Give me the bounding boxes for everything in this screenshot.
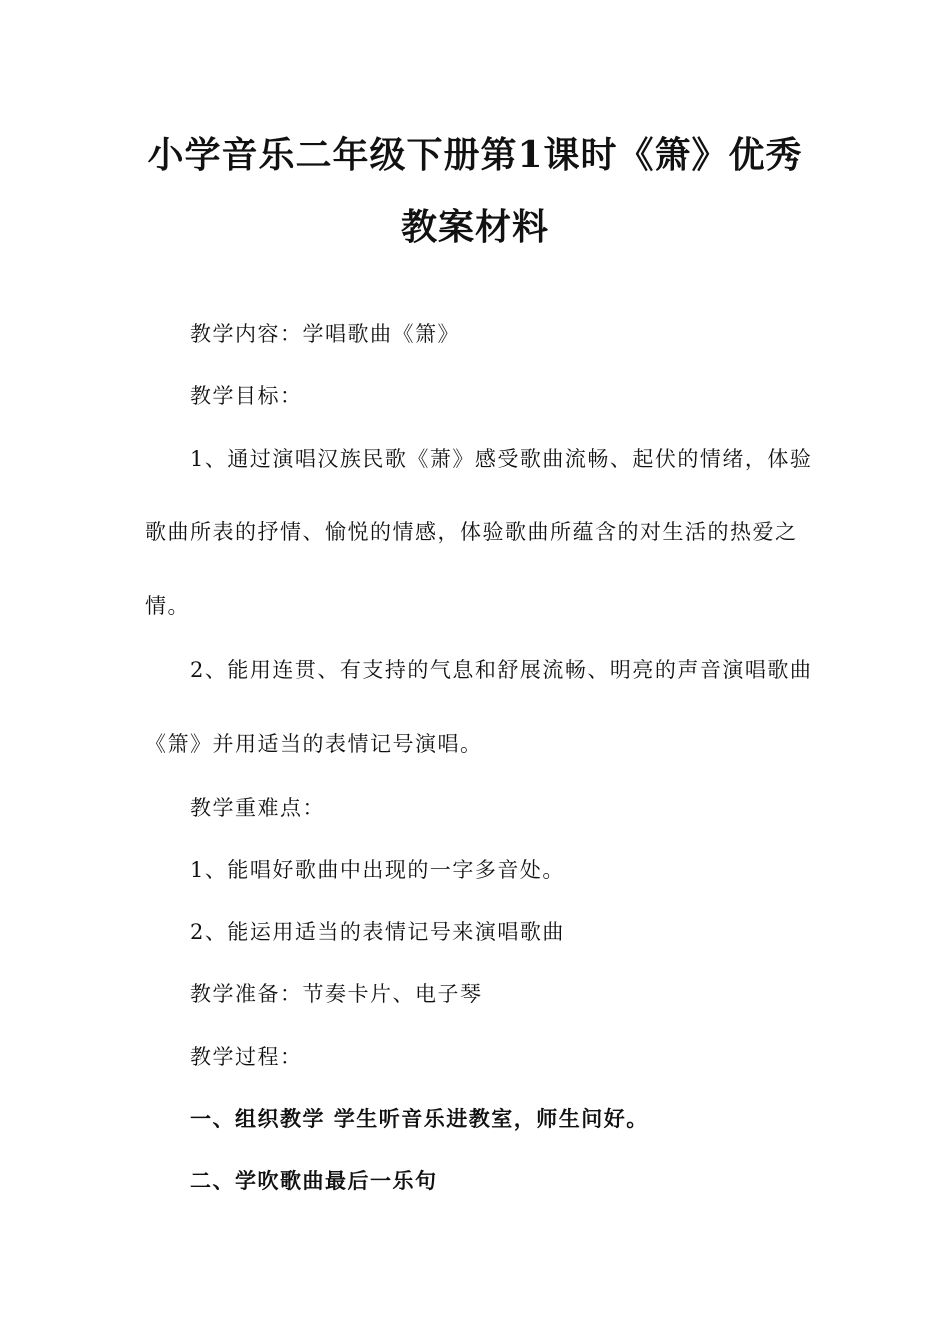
heading-teaching-goals: 教学目标： [190, 384, 303, 408]
difficulty-2: 2、能运用适当的表情记号来演唱歌曲 [190, 920, 565, 944]
heading-teaching-process: 教学过程： [190, 1045, 303, 1069]
paragraph-teaching-content: 教学内容：学唱歌曲《箫》 [190, 322, 460, 346]
goal-1-line-2: 歌曲所表的抒情、愉悦的情感，体验歌曲所蕴含的对生活的热爱之 [145, 520, 798, 544]
goal-1-line-3: 情。 [145, 594, 190, 618]
heading-key-difficulties: 教学重难点： [190, 796, 325, 820]
process-step-2: 二、学吹歌曲最后一乐句 [190, 1168, 438, 1193]
difficulty-1: 1、能唱好歌曲中出现的一字多音处。 [190, 858, 565, 882]
document-title-line-1: 小学音乐二年级下册第1课时《箫》优秀 [147, 134, 803, 176]
goal-2-line-1: 2、能用连贯、有支持的气息和舒展流畅、明亮的声音演唱歌曲 [190, 658, 813, 682]
paragraph-teaching-preparation: 教学准备：节奏卡片、电子琴 [190, 982, 483, 1006]
process-step-1: 一、组织教学 学生听音乐进教室，师生问好。 [190, 1106, 649, 1131]
goal-2-line-2: 《箫》并用适当的表情记号演唱。 [145, 732, 483, 756]
document-title-line-2: 教案材料 [400, 206, 549, 248]
goal-1-line-1: 1、通过演唱汉族民歌《萧》感受歌曲流畅、起伏的情绪，体验 [190, 447, 813, 471]
